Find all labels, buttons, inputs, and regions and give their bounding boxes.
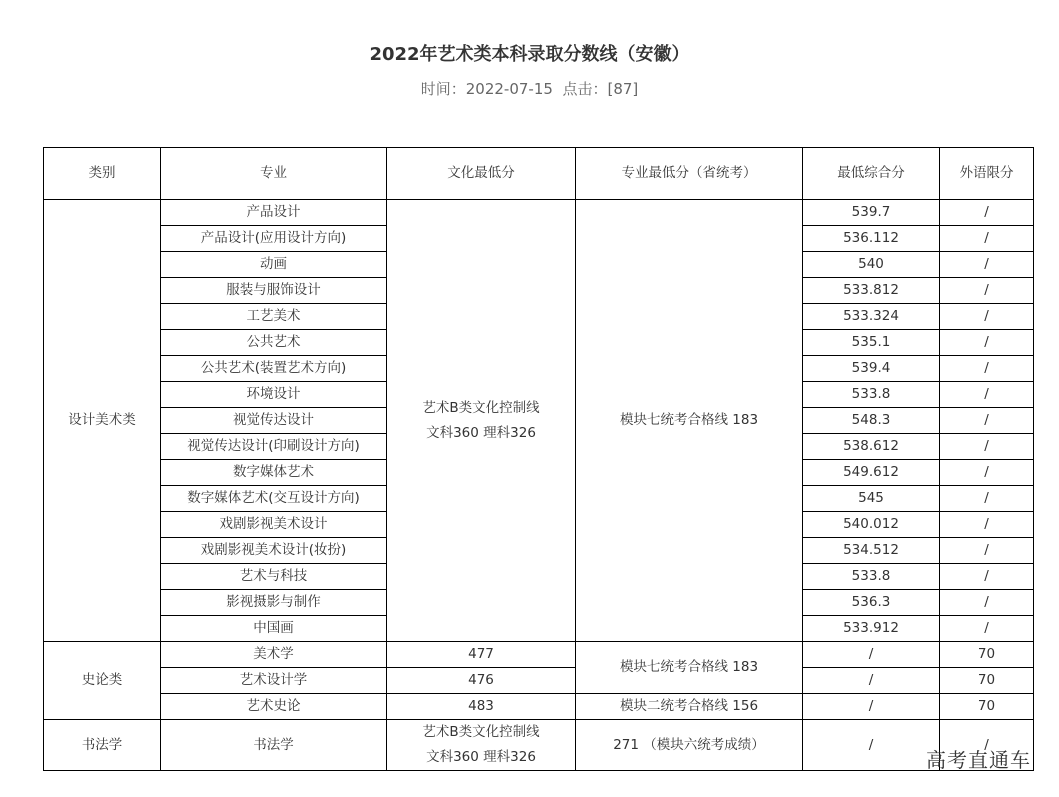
- language-min-cell: 70: [940, 694, 1034, 720]
- culture-min-cell: [387, 200, 576, 642]
- language-min-cell: /: [940, 408, 1034, 434]
- language-min-cell: /: [940, 356, 1034, 382]
- language-min-cell: /: [940, 720, 1034, 771]
- language-min-cell: 70: [940, 642, 1034, 668]
- professional-min-cell: 模块七统考合格线 183: [576, 642, 803, 694]
- culture-scores: 文科360 理科326: [426, 424, 536, 441]
- header-language-min: 外语限分: [940, 148, 1034, 200]
- major-cell: 书法学: [161, 720, 387, 771]
- composite-score-cell: 533.8: [803, 382, 940, 408]
- article-meta: [0, 78, 1059, 99]
- culture-min-cell: [387, 720, 576, 771]
- table-row: [44, 200, 1034, 226]
- table-row: [44, 694, 1034, 720]
- composite-score-cell: 539.4: [803, 356, 940, 382]
- language-min-cell: /: [940, 304, 1034, 330]
- major-cell: 影视摄影与制作: [161, 590, 387, 616]
- language-min-cell: /: [940, 460, 1034, 486]
- publish-time: 时间：2022-07-15: [420, 80, 553, 98]
- composite-score-cell: 540.012: [803, 512, 940, 538]
- composite-score-cell: 545: [803, 486, 940, 512]
- composite-score-cell: /: [803, 694, 940, 720]
- major-cell: 视觉传达设计(印刷设计方向): [161, 434, 387, 460]
- major-cell: 公共艺术(装置艺术方向): [161, 356, 387, 382]
- watermark: 高考直通车: [926, 748, 1031, 772]
- professional-min-cell: 模块二统考合格线 156: [576, 694, 803, 720]
- culture-line: 艺术B类文化控制线: [422, 724, 540, 740]
- composite-score-cell: 549.612: [803, 460, 940, 486]
- major-cell: 工艺美术: [161, 304, 387, 330]
- header-composite-min: 最低综合分: [803, 148, 940, 200]
- language-min-cell: /: [940, 616, 1034, 642]
- header-major: 专业: [161, 148, 387, 200]
- category-cell: 书法学: [44, 720, 161, 771]
- major-cell: 中国画: [161, 616, 387, 642]
- language-min-cell: /: [940, 590, 1034, 616]
- major-cell: 动画: [161, 252, 387, 278]
- language-min-cell: /: [940, 330, 1034, 356]
- composite-score-cell: 533.912: [803, 616, 940, 642]
- composite-score-cell: 539.7: [803, 200, 940, 226]
- header-professional-min: 专业最低分（省统考）: [576, 148, 803, 200]
- composite-score-cell: 536.112: [803, 226, 940, 252]
- major-cell: 戏剧影视美术设计(妆扮): [161, 538, 387, 564]
- composite-score-cell: 548.3: [803, 408, 940, 434]
- category-cell: 设计美术类: [44, 200, 161, 642]
- composite-score-cell: 533.324: [803, 304, 940, 330]
- admission-score-table: [43, 147, 1034, 771]
- culture-min-cell: 477: [387, 642, 576, 668]
- major-cell: 视觉传达设计: [161, 408, 387, 434]
- click-count: 点击：[87]: [562, 80, 639, 98]
- major-cell: 服装与服饰设计: [161, 278, 387, 304]
- language-min-cell: /: [940, 226, 1034, 252]
- language-min-cell: /: [940, 434, 1034, 460]
- composite-score-cell: 533.8: [803, 564, 940, 590]
- composite-score-cell: 535.1: [803, 330, 940, 356]
- composite-score-cell: /: [803, 668, 940, 694]
- professional-min-cell: 模块七统考合格线 183: [576, 200, 803, 642]
- language-min-cell: 70: [940, 668, 1034, 694]
- language-min-cell: /: [940, 564, 1034, 590]
- header-category: 类别: [44, 148, 161, 200]
- composite-score-cell: /: [803, 720, 940, 771]
- composite-score-cell: 540: [803, 252, 940, 278]
- major-cell: 艺术设计学: [161, 668, 387, 694]
- major-cell: 戏剧影视美术设计: [161, 512, 387, 538]
- culture-scores: 文科360 理科326: [426, 749, 536, 765]
- language-min-cell: /: [940, 486, 1034, 512]
- composite-score-cell: 533.812: [803, 278, 940, 304]
- culture-line: 艺术B类文化控制线: [422, 399, 540, 416]
- major-cell: 数字媒体艺术(交互设计方向): [161, 486, 387, 512]
- composite-score-cell: /: [803, 642, 940, 668]
- category-cell: 史论类: [44, 642, 161, 720]
- language-min-cell: /: [940, 252, 1034, 278]
- major-cell: 艺术史论: [161, 694, 387, 720]
- language-min-cell: /: [940, 200, 1034, 226]
- culture-min-cell: 476: [387, 668, 576, 694]
- table-header-row: [44, 148, 1034, 200]
- page-title: 2022年艺术类本科录取分数线（安徽）: [369, 44, 690, 65]
- professional-min-cell: 271 （模块六统考成绩）: [576, 720, 803, 771]
- language-min-cell: /: [940, 512, 1034, 538]
- composite-score-cell: 538.612: [803, 434, 940, 460]
- major-cell: 美术学: [161, 642, 387, 668]
- composite-score-cell: 534.512: [803, 538, 940, 564]
- major-cell: 数字媒体艺术: [161, 460, 387, 486]
- table-row: [44, 668, 1034, 694]
- major-cell: 产品设计(应用设计方向): [161, 226, 387, 252]
- major-cell: 艺术与科技: [161, 564, 387, 590]
- language-min-cell: /: [940, 538, 1034, 564]
- table-row: [44, 642, 1034, 668]
- language-min-cell: /: [940, 278, 1034, 304]
- composite-score-cell: 536.3: [803, 590, 940, 616]
- major-cell: 环境设计: [161, 382, 387, 408]
- major-cell: 公共艺术: [161, 330, 387, 356]
- table-row: [44, 720, 1034, 771]
- language-min-cell: /: [940, 382, 1034, 408]
- culture-min-cell: 483: [387, 694, 576, 720]
- header-culture-min: 文化最低分: [387, 148, 576, 200]
- major-cell: 产品设计: [161, 200, 387, 226]
